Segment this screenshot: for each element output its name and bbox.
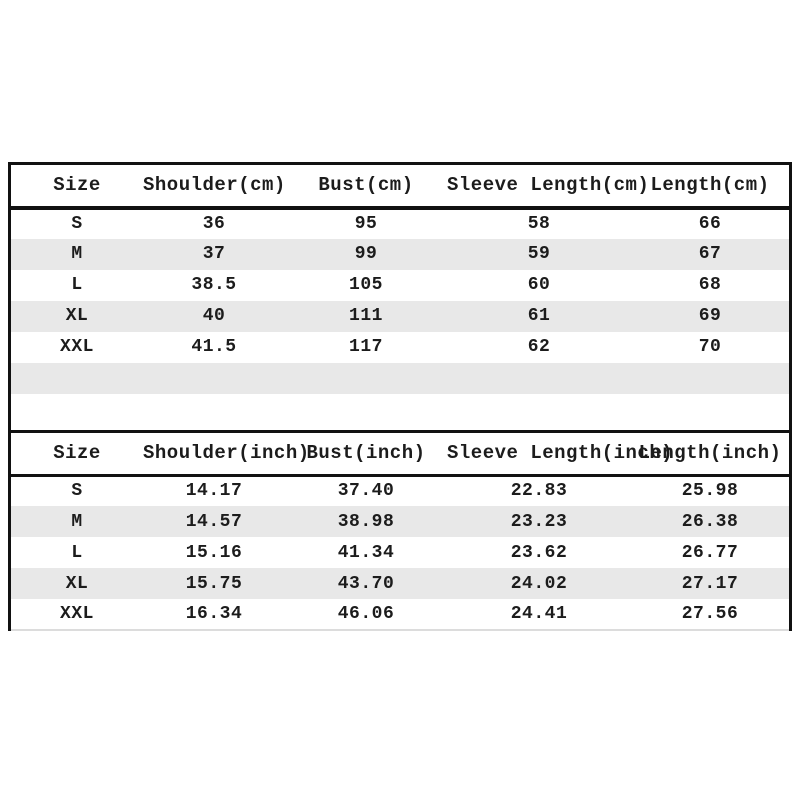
cell: 24.02 (510, 573, 568, 594)
size-table-cm-header (11, 164, 789, 208)
cell: 24.41 (447, 599, 631, 630)
cell: XXL (11, 599, 143, 630)
table-row (11, 599, 789, 630)
cell: 41.34 (337, 542, 395, 563)
size-table-inch-header (11, 431, 789, 475)
cell: 26.38 (681, 511, 739, 532)
cell: 99 (354, 244, 378, 264)
cell: L (71, 275, 83, 295)
table-row (11, 270, 789, 301)
header-cell-inch-0: Size (11, 431, 143, 475)
cell: 68 (698, 275, 722, 295)
table-row (11, 239, 789, 270)
header-cell-cm-4: Length(cm) (631, 164, 789, 208)
header-row (11, 164, 789, 208)
header-cell-cm-0: Size (11, 164, 143, 208)
cell: 25.98 (681, 481, 739, 502)
cell: 14.57 (185, 511, 243, 532)
cell: 15.75 (185, 573, 243, 594)
size-table-cm (11, 162, 789, 430)
table-row (11, 475, 789, 506)
cell: 27.17 (681, 573, 739, 594)
size-chart (8, 162, 792, 631)
cell: M (71, 511, 83, 532)
cell: 40 (202, 306, 226, 326)
header-row (11, 431, 789, 475)
cell: 14.17 (185, 481, 243, 502)
cell: S (71, 214, 83, 234)
size-table-inch (11, 430, 789, 632)
cell: 26.77 (681, 542, 739, 563)
header-cell-inch-1: Shoulder(inch) (143, 431, 285, 475)
cell: 111 (349, 306, 383, 326)
cell: 23.23 (510, 511, 568, 532)
empty-spacer-row (11, 394, 789, 430)
empty-cell (11, 363, 789, 394)
cell: 70 (698, 337, 722, 357)
cell: 23.62 (510, 542, 568, 563)
cell: 43.70 (337, 573, 395, 594)
cell: L (71, 542, 83, 563)
cell: 37 (202, 244, 226, 264)
cell: 38.98 (337, 511, 395, 532)
table-row (11, 537, 789, 568)
header-cell-cm-2: Bust(cm) (285, 164, 447, 208)
table-row (11, 332, 789, 363)
header-cell-inch-3: Sleeve Length(inch) (447, 431, 631, 475)
cell: 46.06 (285, 599, 447, 630)
cell: 58 (527, 214, 551, 234)
cell: 117 (349, 337, 383, 357)
cell: M (71, 244, 83, 264)
cell: S (71, 481, 83, 502)
cell: 37.40 (337, 481, 395, 502)
table-row (11, 208, 789, 239)
cell: 38.5 (191, 275, 237, 295)
cell: 105 (349, 275, 383, 295)
empty-cell (11, 394, 789, 430)
cell: 27.56 (631, 599, 789, 630)
empty-spacer-row (11, 363, 789, 394)
cell: 36 (202, 214, 226, 234)
table-row (11, 568, 789, 599)
cell: 67 (698, 244, 722, 264)
header-cell-cm-1: Shoulder(cm) (143, 164, 285, 208)
cell: 95 (354, 214, 378, 234)
cell: 41.5 (191, 337, 237, 357)
cell: XL (65, 573, 89, 594)
cell: 61 (527, 306, 551, 326)
header-cell-cm-3: Sleeve Length(cm) (447, 164, 631, 208)
cell: 60 (527, 275, 551, 295)
cell: 22.83 (510, 481, 568, 502)
cell: XL (65, 306, 89, 326)
cell: 59 (527, 244, 551, 264)
cell: XXL (60, 337, 94, 357)
header-cell-inch-4: Length(inch) (631, 431, 789, 475)
cell: 69 (698, 306, 722, 326)
header-cell-inch-2: Bust(inch) (285, 431, 447, 475)
table-row (11, 506, 789, 537)
cell: 66 (698, 214, 722, 234)
cell: 16.34 (143, 599, 285, 630)
cell: 62 (527, 337, 551, 357)
cell: 15.16 (185, 542, 243, 563)
table-row (11, 301, 789, 332)
